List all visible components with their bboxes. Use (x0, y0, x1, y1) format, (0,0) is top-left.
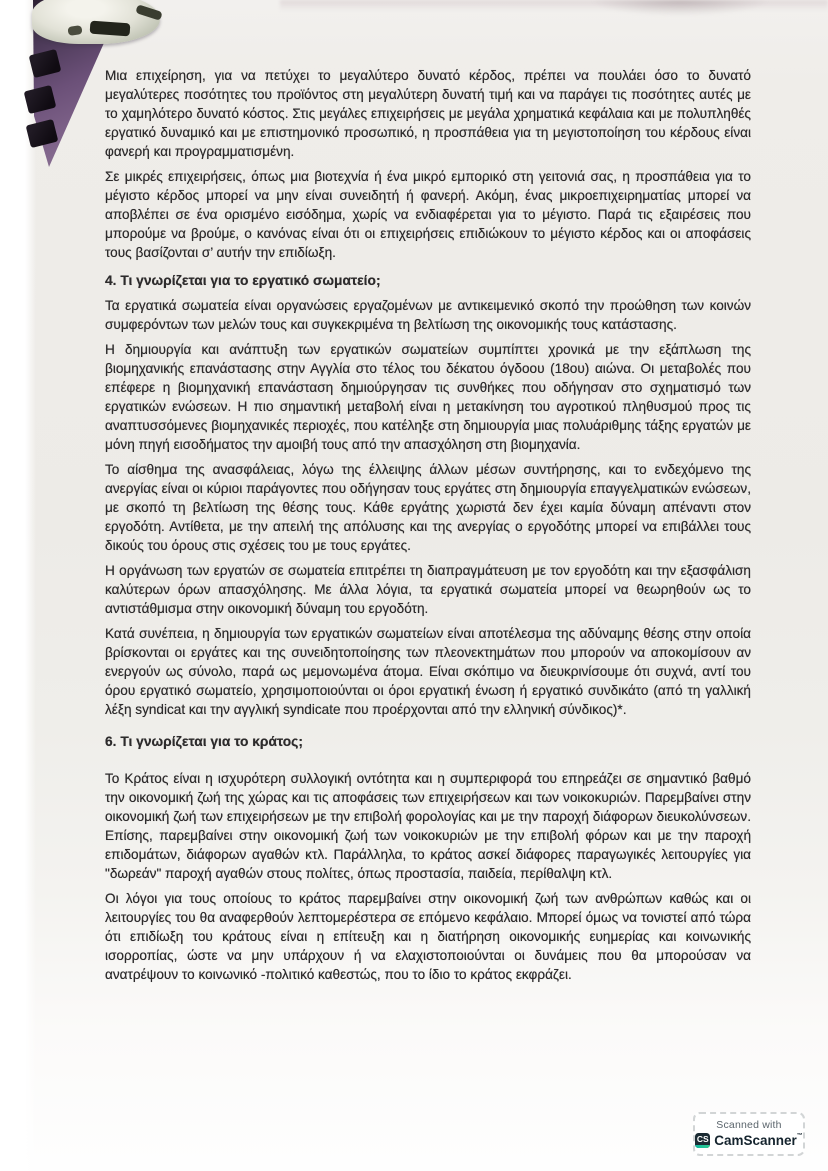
trademark-symbol: ™ (796, 1133, 803, 1139)
question-heading-6-state: 6. Τι γνωρίζεται για το κράτος; (105, 734, 303, 749)
paragraph-union-bargaining: Η οργάνωση των εργατών σε σωματεία επιτρέπει τη διαπραγμάτευση με τον εργοδότη και την εξασφάλιση καλύτερων όρων απασχόλησης. Με άλλα λόγια, τα εργατικά σωματεία μπορεί να θεωρηθούν ως το αντιστάθμισμα στην οικονομική δύναμη του εργοδότη. (105, 563, 751, 616)
scanned-with-label: Scanned with (716, 1119, 782, 1131)
paragraph-state-role: Το Κράτος είναι η ισχυρότερη συλλογική οντότητα και η συμπεριφορά του επηρεάζει σε σημαντικό βαθμό την οικονομική ζωή της χώρας και τις αποφάσεις των επιχειρήσεων και των νοικοκυριών. Παρεμβαίνει στην οικονομική ζωή των επιχειρήσεων με την επιβολή φορολογίας και με την παροχή διάφορων διευκολύνσεων. Επίσης, παρεμβαίνει στην οικονομική ζωή των νοικοκυριών με την επιβολή φόρων και με την παροχή επιδομάτων, διάφορων αγαθών κτλ. Παράλληλα, το κράτος ασκεί διάφορες παραγωγικές λειτουργίες για "δωρεάν" παροχή αγαθών στους πολίτες, όπως προστασία, παιδεία, περίθαλψη κτλ. (105, 771, 751, 881)
scan-debris-blob (32, 0, 160, 44)
document-text-block (105, 66, 751, 990)
debris-mark (67, 25, 82, 36)
camscanner-brand-row (695, 1133, 803, 1148)
camscanner-cs-logo-icon: CS (695, 1133, 710, 1148)
paragraph-state-goals: Οι λόγοι για τους οποίους το κράτος παρεμβαίνει στην οικονομική ζωή των ανθρώπων καθώς και οι λειτουργίες του θα αναφερθούν λεπτομερέστερα σε επόμενο κεφάλαιο. Μπορεί όμως να τονιστεί από τώρα ότι επιδίωξη του κράτους είναι η επίτευξη και η διατήρηση οικονομικής ευημερίας και κοινωνικής ισορροπίας, ώστε να μην υπάρχουν ή να ελαχιστοποιούνται οι δυνάμεις που θα μπορούσαν να ανατρέψουν το κοινωνικό -πολιτικό καθεστώς, που το ίδιο το κράτος εκφράζει. (105, 891, 751, 982)
debris-mark (135, 4, 163, 21)
debris-mark (90, 21, 131, 37)
paragraph-union-terminology: Κατά συνέπεια, η δημιουργία των εργατικών σωματείων είναι αποτέλεσμα της αδύναμης θέσης στην οποία βρίσκονται οι εργάτες και της συνειδητοποίησης των πλεονεκτημάτων που μπορούν να αποκομίσουν αν ενεργούν ως σύνολο, παρά ως μεμονωμένα άτομα. Είναι σκόπιμο να διευκρινίσουμε ότι συχνά, αντί του όρου εργατικό σωματείο, χρησιμοποιούνται οι όροι εργατική ένωση ή εργατικό συνδικάτο (από τη γαλλική λέξη syndicat και την αγγλική syndicate που προέρχονται από την ελληνική σύνδικος)*. (105, 626, 751, 717)
paragraph-small-businesses: Σε μικρές επιχειρήσεις, όπως μια βιοτεχνία ή ένα μικρό εμπορικό στη γειτονιά σας, η προσπάθεια για το μέγιστο κέρδος μπορεί να μην είναι συνειδητή ή φανερή. Ακόμη, ένας μικροεπιχειρηματίας μπορεί να αποβλέπει σε ένα ορισμένο εισόδημα, χωρίς να ενδιαφέρεται για το μέγιστο. Παρά τις εξαιρέσεις που μπορούμε να βρούμε, ο κανόνας είναι ότι οι επιχειρήσεις επιδιώκουν το μέγιστο κέρδος και οι αποφάσεις τους βασίζονται σ’ αυτήν την επιδίωξη. (105, 169, 751, 260)
scan-top-smudge-dark (590, 0, 770, 16)
camscanner-brand-label: CamScanner™ (714, 1133, 803, 1148)
paragraph-unions-definition: Τα εργατικά σωματεία είναι οργανώσεις εργαζομένων με αντικειμενικό σκοπό την προώθηση των κοινών συμφερόντων των μελών τους και συγκεκριμένα τη βελτίωση της οικονομικής τους κατάστασης. (105, 298, 751, 332)
paragraph-insecurity-factors: Το αίσθημα της ανασφάλειας, λόγω της έλλειψης άλλων μέσων συντήρησης, και το ενδεχόμενο της ανεργίας είναι οι κύριοι παράγοντες που οδήγησαν τους εργάτες στη δημιουργία επαγγελματικών ενώσεων, με σκοπό τη βελτίωση της θέσης τους. Κάθε εργάτης χωριστά δεν έχει καμία δύναμη απέναντι στον εργοδότη. Αντίθετα, με την απειλή της απόλυσης και της ανεργίας ο εργοδότης μπορεί να επιβάλλει τους δικούς του όρους στις σχέσεις του με τους εργάτες. (105, 462, 751, 553)
question-heading-4-labor-union: 4. Τι γνωρίζεται για το εργατικό σωματείο; (105, 273, 381, 288)
paragraph-unions-history: Η δημιουργία και ανάπτυξη των εργατικών σωματείων συμπίπτει χρονικά με την εξάπλωση της βιομηχανικής επανάστασης στην Αγγλία στο τέλος του δέκατου όγδοου (18ου) αιώνα. Οι μεταβολές που επέφερε η βιομηχανική επανάσταση δημιούργησαν τις συνθήκες που οδήγησαν στο σχηματισμό των εργατικών ενώσεων. Η πιο σημαντική μεταβολή είναι η μετακίνηση του αγροτικού πληθυσμού προς τις αναπτυσσόμενες βιομηχανικές περιοχές, που κατέληξε στη δημιουργία μιας πολυάριθμης τάξης εργατών με μόνη πηγή εισοδήματος την αμοιβή τους από την απασχόληση στη βιομηχανία. (105, 342, 751, 452)
paragraph-profit-maximization: Μια επιχείρηση, για να πετύχει το μεγαλύτερο δυνατό κέρδος, πρέπει να πουλάει όσο το δυνατό μεγαλύτερες ποσότητες του προϊόντος στη μεγαλύτερη δυνατή τιμή και να παράγει τις ποσότητες αυτές με το χαμηλότερο δυνατό κόστος. Στις μεγάλες επιχειρήσεις με μεγάλα χρηματικά κεφάλαια και με πολυπληθές εργατικό δυναμικό και με επιστημονικό προσωπικό, η προσπάθεια για τη μεγιστοποίηση του κέρδους είναι φανερή και προγραμματισμένη. (105, 68, 751, 159)
camscanner-watermark-badge (693, 1112, 805, 1156)
